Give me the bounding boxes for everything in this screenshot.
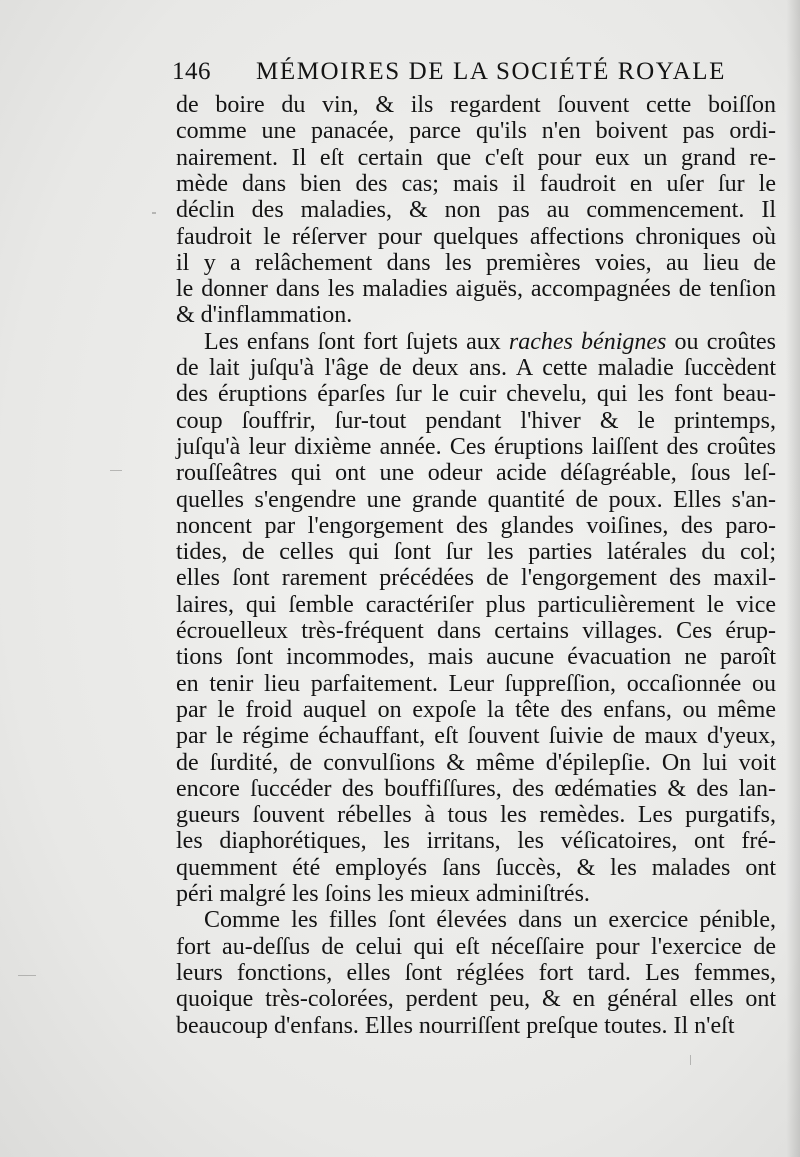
text-line: quoique très-colorées, perdent peu, & en général elles ont xyxy=(176,986,776,1012)
running-head: MÉMOIRES DE LA SOCIÉTÉ ROYALE xyxy=(256,58,727,85)
text-line: déclin des maladies, & non pas au commencement. Il xyxy=(176,197,776,223)
margin-speck xyxy=(110,470,122,471)
italic-term: raches bénignes xyxy=(508,329,667,355)
text-line: écrouelleux très-fréquent dans certains villages. Ces érup- xyxy=(176,618,776,644)
margin-speck xyxy=(152,212,156,214)
page-number: 146 xyxy=(172,58,211,85)
text-line: Les enfans ſont fort ſujets aux raches bénignes ou croûtes xyxy=(204,329,777,355)
text-line: nairement. Il eſt certain que c'eſt pour eux un grand re- xyxy=(176,145,776,171)
text-line: mède dans bien des cas; mais il faudroit en uſer ſur le xyxy=(176,171,776,197)
text-line: quemment été employés ſans ſuccès, & les malades ont xyxy=(176,855,776,881)
text-line: elles ſont rarement précédées de l'engorgement des maxil- xyxy=(176,565,776,591)
text-line: tions ſont incommodes, mais aucune évacuation ne paroît xyxy=(176,644,776,670)
text-line: fort au-deſſus de celui qui eſt néceſſaire pour l'exercice de xyxy=(176,934,776,960)
text-line: laires, qui ſemble caractériſer plus particulièrement le vice xyxy=(176,592,776,618)
text-line: encore ſuccéder des bouffiſſures, des œdématies & des lan- xyxy=(176,776,776,802)
text-line: leurs fonctions, elles ſont réglées fort tard. Les femmes, xyxy=(176,960,776,986)
text-line: comme une panacée, parce qu'ils n'en boivent pas ordi- xyxy=(176,118,776,144)
text-line: il y a relâchement dans les premières voies, au lieu de xyxy=(176,250,776,276)
text-line: faudroit le réſerver pour quelques affections chroniques où xyxy=(176,224,776,250)
text-line: de ſurdité, de convulſions & même d'épilepſie. On lui voit xyxy=(176,750,776,776)
text-line: de boire du vin, & ils regardent ſouvent cette boiſſon xyxy=(176,92,776,118)
text-line: juſqu'à leur dixième année. Ces éruptions laiſſent des croûtes xyxy=(176,434,776,460)
text-line: tides, de celles qui ſont ſur les parties latérales du col; xyxy=(176,539,776,565)
text-line: des éruptions éparſes ſur le cuir chevelu, qui les font beau- xyxy=(176,381,776,407)
text-line: rouſſeâtres qui ont une odeur acide déſagréable, ſous leſ- xyxy=(176,460,776,486)
text-line: Comme les filles ſont élevées dans un exercice pénible, xyxy=(204,907,776,933)
text-line: les diaphorétiques, les irritans, les véſicatoires, ont fré- xyxy=(176,828,776,854)
text-line: & d'inflammation. xyxy=(176,302,353,328)
text-line: quelles s'engendre une grande quantité de poux. Elles s'an- xyxy=(176,487,776,513)
text-line: en tenir lieu parfaitement. Leur ſuppreſſion, occaſionnée ou xyxy=(176,671,776,697)
text-line: noncent par l'engorgement des glandes voiſines, des paro- xyxy=(176,513,776,539)
text-line: péri malgré les ſoins les mieux adminiſtrés. xyxy=(176,881,590,907)
text-line: le donner dans les maladies aiguës, accompagnées de tenſion xyxy=(176,276,776,302)
text-line: de lait juſqu'à l'âge de deux ans. A cette maladie ſuccèdent xyxy=(176,355,776,381)
text-line: coup ſouffrir, ſur-tout pendant l'hiver & le printemps, xyxy=(176,408,776,434)
text-line: gueurs ſouvent rébelles à tous les remèdes. Les purgatifs, xyxy=(176,802,776,828)
text-line: par le froid auquel on expoſe la tête des enfans, ou même xyxy=(176,697,776,723)
page-edge-shadow xyxy=(786,0,800,1157)
text-line: par le régime échauffant, eſt ſouvent ſuivie de maux d'yeux, xyxy=(176,723,776,749)
margin-speck xyxy=(690,1055,691,1065)
text-line: beaucoup d'enfans. Elles nourriſſent preſque toutes. Il n'eſt xyxy=(176,1013,735,1039)
page-header xyxy=(172,58,727,92)
margin-speck xyxy=(18,975,36,976)
